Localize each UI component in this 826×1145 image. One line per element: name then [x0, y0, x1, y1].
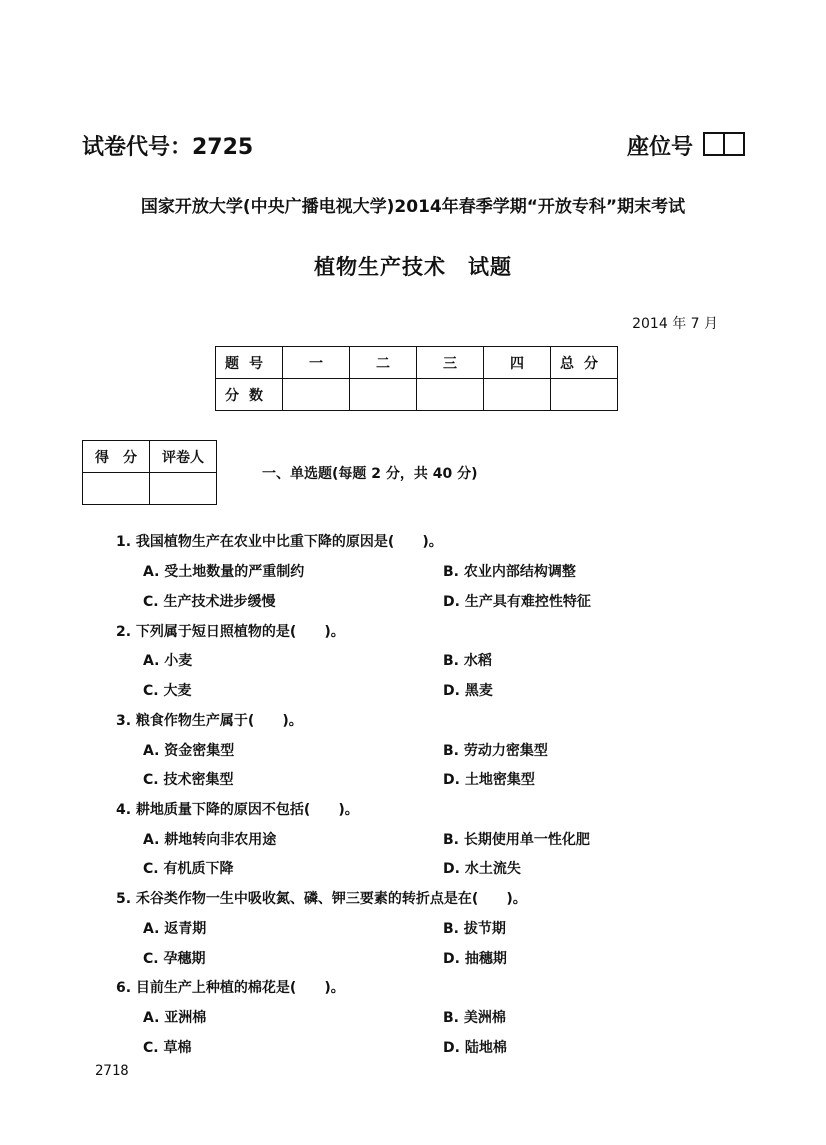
exam-code: 试卷代号：2725 — [82, 135, 254, 160]
question-option: B. 水稻 — [443, 653, 492, 669]
score-table — [215, 346, 618, 411]
grader-table-empty-row — [83, 473, 217, 505]
seat-box — [703, 132, 725, 156]
score-table-empty-cell — [350, 379, 417, 411]
question-option: C. 生产技术进步缓慢 — [143, 594, 276, 610]
grader-table-header-row — [83, 441, 217, 473]
question-stem: 5. 禾谷类作物一生中吸收氮、磷、钾三要素的转折点是在( )。 — [116, 891, 527, 907]
score-table-cell: 总分 — [551, 347, 618, 379]
grader-table-cell: 得 分 — [83, 441, 150, 473]
score-table-cell: 题号 — [216, 347, 283, 379]
question-option: D. 土地密集型 — [443, 772, 535, 788]
exam-date: 2014 年 7 月 — [632, 316, 718, 332]
question-option: A. 亚洲棉 — [143, 1010, 207, 1026]
question-option: D. 抽穗期 — [443, 951, 507, 967]
question-stem: 2. 下列属于短日照植物的是( )。 — [116, 624, 345, 640]
score-table-score-row — [216, 379, 618, 411]
grader-table-empty-cell — [83, 473, 150, 505]
seat-number — [627, 130, 693, 161]
question-option: A. 资金密集型 — [143, 743, 235, 759]
score-table-cell: 二 — [350, 347, 417, 379]
score-table-cell: 分数 — [216, 379, 283, 411]
score-table-header-row — [216, 347, 618, 379]
question-option: D. 水土流失 — [443, 861, 521, 877]
question-option: B. 长期使用单一性化肥 — [443, 832, 590, 848]
question-option: C. 大麦 — [143, 683, 192, 699]
question-stem: 1. 我国植物生产在农业中比重下降的原因是( )。 — [116, 534, 443, 550]
score-table-empty-cell — [283, 379, 350, 411]
question-stem: 6. 目前生产上种植的棉花是( )。 — [116, 980, 345, 996]
question-option: B. 劳动力密集型 — [443, 743, 548, 759]
page-number: 2718 — [95, 1063, 129, 1079]
seat-number-label: 座位号 — [627, 135, 694, 160]
question-option: A. 受土地数量的严重制约 — [143, 564, 305, 580]
question-option: C. 草棉 — [143, 1040, 192, 1056]
university-exam-line: 国家开放大学(中央广播电视大学)2014年春季学期“开放专科”期末考试 — [140, 197, 686, 217]
subject-title: 植物生产技术 试题 — [314, 255, 512, 279]
question-option: D. 陆地棉 — [443, 1040, 507, 1056]
score-table-empty-cell — [551, 379, 618, 411]
score-table-empty-cell — [484, 379, 551, 411]
question-stem: 4. 耕地质量下降的原因不包括( )。 — [116, 802, 359, 818]
grader-table-empty-cell — [150, 473, 217, 505]
question-stem: 3. 粮食作物生产属于( )。 — [116, 713, 303, 729]
question-option: B. 农业内部结构调整 — [443, 564, 576, 580]
score-table-cell: 四 — [484, 347, 551, 379]
question-option: C. 技术密集型 — [143, 772, 234, 788]
grader-table-cell: 评卷人 — [150, 441, 217, 473]
question-option: A. 小麦 — [143, 653, 193, 669]
question-option: C. 孕穗期 — [143, 951, 206, 967]
question-option: D. 黑麦 — [443, 683, 493, 699]
section-title: 一、单选题(每题 2 分，共 40 分) — [262, 466, 478, 482]
score-table-cell: 一 — [283, 347, 350, 379]
score-table-cell: 三 — [417, 347, 484, 379]
question-option: D. 生产具有难控性特征 — [443, 594, 591, 610]
grader-table — [82, 440, 217, 505]
question-option: A. 返青期 — [143, 921, 207, 937]
seat-box — [723, 132, 745, 156]
question-option: C. 有机质下降 — [143, 861, 234, 877]
question-option: B. 拔节期 — [443, 921, 506, 937]
question-option: B. 美洲棉 — [443, 1010, 506, 1026]
question-option: A. 耕地转向非农用途 — [143, 832, 277, 848]
score-table-empty-cell — [417, 379, 484, 411]
seat-number-boxes — [705, 132, 745, 156]
